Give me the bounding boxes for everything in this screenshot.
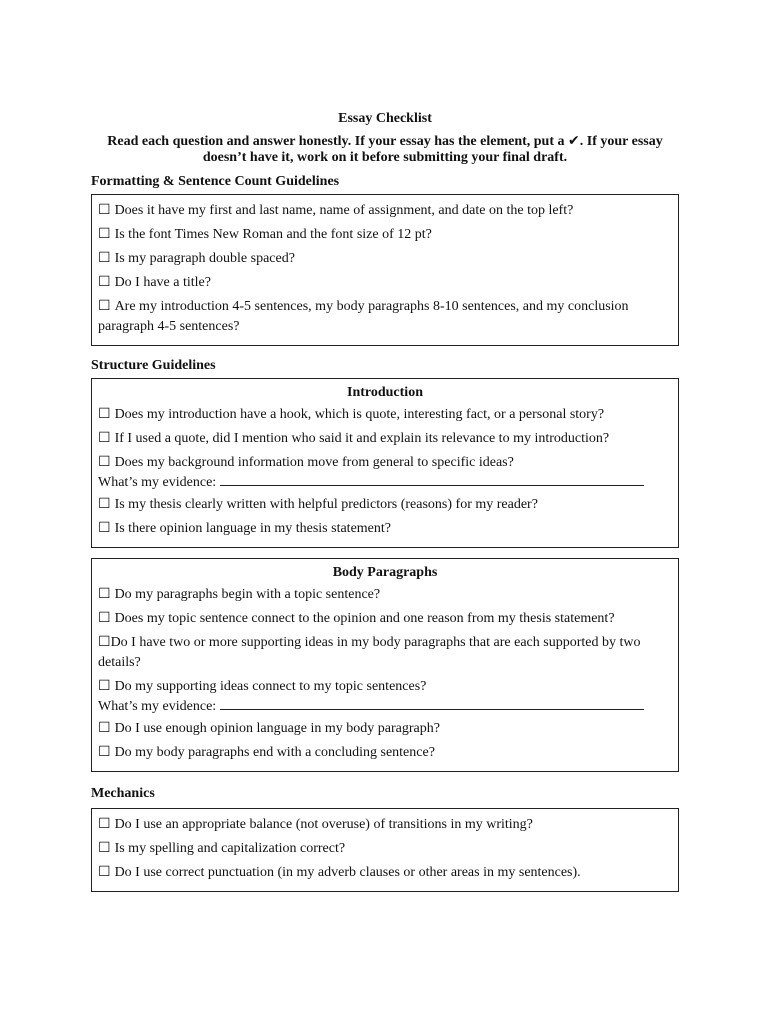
evidence-blank[interactable] <box>220 473 644 486</box>
checklist-item[interactable] <box>98 273 672 293</box>
structure-heading: Structure Guidelines <box>91 358 216 373</box>
item-text: Does my introduction have a hook, which is quote, interesting fact, or a personal story? <box>114 407 605 422</box>
item-text: Is my paragraph double spaced? <box>114 251 295 266</box>
checklist-item[interactable] <box>98 495 672 515</box>
item-text: Is my spelling and capitalization correct? <box>114 841 346 856</box>
item-text: Is the font Times New Roman and the font size of 12 pt? <box>114 227 432 242</box>
checkbox-icon[interactable]: ☐ <box>98 431 111 446</box>
checklist-item[interactable] <box>98 585 672 605</box>
checkmark-icon: ✔ <box>568 133 580 149</box>
checkbox-icon[interactable]: ☐ <box>98 203 111 218</box>
item-text: Do I use an appropriate balance (not overuse) of transitions in my writing? <box>114 817 533 832</box>
mechanics-heading: Mechanics <box>91 786 155 801</box>
checkbox-icon[interactable]: ☐ <box>98 299 111 314</box>
item-text: Do my paragraphs begin with a topic sentence? <box>114 587 381 602</box>
checklist-item[interactable] <box>98 429 672 449</box>
introduction-box <box>91 378 679 548</box>
formatting-heading: Formatting & Sentence Count Guidelines <box>91 174 340 189</box>
checkbox-icon[interactable]: ☐ <box>98 275 111 290</box>
item-text: Is there opinion language in my thesis statement? <box>114 521 391 536</box>
evidence-line <box>98 697 672 716</box>
checklist-item[interactable] <box>98 863 672 883</box>
checkbox-icon[interactable]: ☐ <box>98 865 111 880</box>
item-text: Are my introduction 4-5 sentences, my body paragraphs 8-10 sentences, and my conclusion paragraph 4-5 sentences? <box>98 299 629 334</box>
item-text: Do I have a title? <box>114 275 211 290</box>
checklist-item[interactable] <box>98 453 672 473</box>
item-text: Do I have two or more supporting ideas in my body paragraphs that are each supported by two details? <box>98 635 641 670</box>
introduction-title: Introduction <box>347 385 423 400</box>
formatting-box <box>91 194 679 346</box>
item-text: Does it have my first and last name, name of assignment, and date on the top left? <box>114 203 574 218</box>
checkbox-icon[interactable]: ☐ <box>98 841 111 856</box>
instructions <box>91 133 679 166</box>
checkbox-icon[interactable]: ☐ <box>98 721 111 736</box>
checklist-item[interactable] <box>98 677 672 697</box>
instructions-part-2: . If your essay doesn’t have it, work on it before submitting your final draft. <box>202 134 663 165</box>
checkbox-icon[interactable]: ☐ <box>98 455 111 470</box>
checkbox-icon[interactable]: ☐ <box>98 251 111 266</box>
checkbox-icon[interactable]: ☐ <box>98 817 111 832</box>
body-paragraphs-box <box>91 558 679 772</box>
body-paragraphs-title: Body Paragraphs <box>332 565 438 580</box>
checklist-item[interactable] <box>98 743 672 763</box>
item-text: Do I use enough opinion language in my body paragraph? <box>114 721 440 736</box>
checkbox-icon[interactable]: ☐ <box>98 635 111 650</box>
checkbox-icon[interactable]: ☐ <box>98 679 111 694</box>
checklist-item[interactable] <box>98 633 672 673</box>
checkbox-icon[interactable]: ☐ <box>98 611 111 626</box>
item-text: Do my body paragraphs end with a concluding sentence? <box>114 745 435 760</box>
checklist-item[interactable] <box>98 609 672 629</box>
checklist-item[interactable] <box>98 719 672 739</box>
checkbox-icon[interactable]: ☐ <box>98 745 111 760</box>
checklist-item[interactable] <box>98 839 672 859</box>
page-title: Essay Checklist <box>338 111 432 126</box>
checklist-item[interactable] <box>98 519 672 539</box>
item-text: Is my thesis clearly written with helpful predictors (reasons) for my reader? <box>114 497 538 512</box>
checklist-page <box>91 111 679 900</box>
item-text: Does my background information move from general to specific ideas? <box>114 455 514 470</box>
checklist-item[interactable] <box>98 225 672 245</box>
evidence-line <box>98 473 672 492</box>
evidence-blank[interactable] <box>220 697 644 710</box>
mechanics-box <box>91 808 679 892</box>
checkbox-icon[interactable]: ☐ <box>98 227 111 242</box>
item-text: Does my topic sentence connect to the opinion and one reason from my thesis statement? <box>114 611 615 626</box>
item-text: Do my supporting ideas connect to my topic sentences? <box>114 679 427 694</box>
checkbox-icon[interactable]: ☐ <box>98 407 111 422</box>
checklist-item[interactable] <box>98 201 672 221</box>
checklist-item[interactable] <box>98 405 672 425</box>
checkbox-icon[interactable]: ☐ <box>98 587 111 602</box>
checklist-item[interactable] <box>98 815 672 835</box>
item-text: Do I use correct punctuation (in my adverb clauses or other areas in my sentences). <box>114 865 581 880</box>
instructions-part-1: Read each question and answer honestly. If your essay has the element, put a <box>107 134 569 149</box>
evidence-label: What’s my evidence: <box>98 475 217 490</box>
checkbox-icon[interactable]: ☐ <box>98 497 111 512</box>
item-text: If I used a quote, did I mention who said it and explain its relevance to my introduction? <box>114 431 610 446</box>
checklist-item[interactable] <box>98 249 672 269</box>
checklist-item[interactable] <box>98 297 672 337</box>
checkbox-icon[interactable]: ☐ <box>98 521 111 536</box>
evidence-label: What’s my evidence: <box>98 699 217 714</box>
